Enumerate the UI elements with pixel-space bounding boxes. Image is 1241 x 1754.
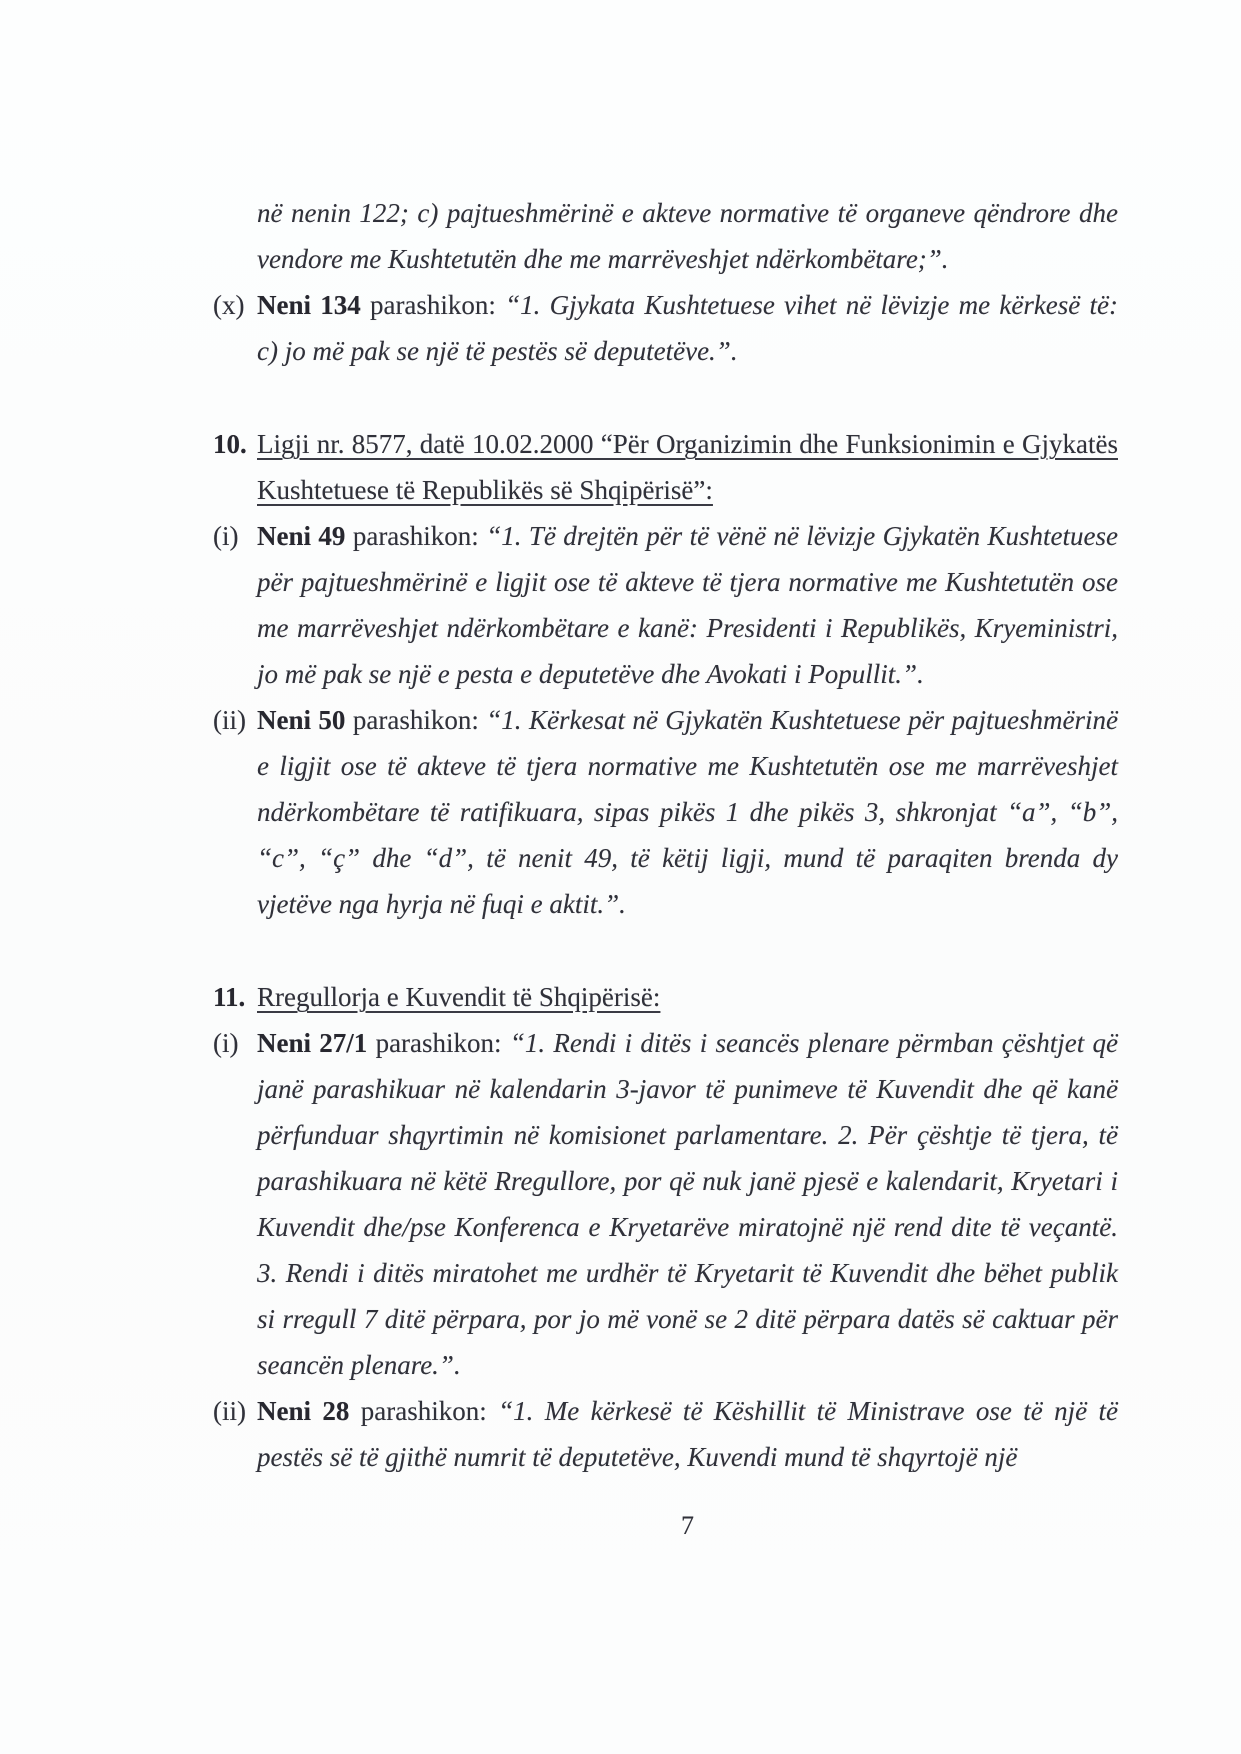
- item-x-label: (x): [213, 290, 245, 320]
- section-11-number: 11.: [213, 982, 246, 1012]
- item-11-i-verb: parashikon:: [367, 1028, 510, 1058]
- list-item-11-ii: [213, 1388, 1118, 1480]
- section-11-heading-paragraph: [257, 974, 1118, 1020]
- article-ref-neni-27-1: Neni 27/1: [257, 1028, 368, 1058]
- item-11-i-quote: “1. Rendi i ditës i seancës plenare përmban çështjet që janë parashikuar në kalendarin 3-javor të punimeve të Kuvendit dhe që kanë përfunduar shqyrtimin në komisionet parlamentare. 2. Për çështje të tjera, të parashikuara në këtë Rregullore, por që nuk janë pjesë e kalendarit, Kryetari i Kuvendit dhe/pse Konferenca e Kryetarëve miratojnë një rend dite të veçantë. 3. Rendi i ditës miratohet me urdhër të Kryetarit të Kuvendit dhe bëhet publik si rregull 7 ditë përpara, por jo më vonë se 2 ditë përpara datës së caktuar për seancën plenare.”.: [257, 1028, 1118, 1380]
- item-11-ii-paragraph: [257, 1388, 1118, 1480]
- page-number: 7: [681, 1511, 694, 1540]
- item-10-ii-label: (ii): [213, 705, 246, 735]
- section-10: [213, 421, 1118, 513]
- item-11-ii-quote: “1. Me kërkesë të Këshillit të Ministrave ose të një të pestës së të gjithë numrit të deputetëve, Kuvendi mund të shqyrtojë një: [257, 1396, 1118, 1472]
- article-ref-neni-49: Neni 49: [257, 521, 346, 551]
- item-11-ii-label: (ii): [213, 1396, 246, 1426]
- list-item-11-i: [213, 1020, 1118, 1388]
- item-10-i-label: (i): [213, 521, 239, 551]
- document-body: [213, 190, 1118, 1546]
- item-x-paragraph: [257, 282, 1118, 374]
- section-10-number: 10.: [213, 429, 247, 459]
- section-10-heading-paragraph: [257, 421, 1118, 513]
- item-10-i-paragraph: [257, 513, 1118, 697]
- article-ref-neni-28: Neni 28: [257, 1396, 350, 1426]
- item-x-quote: “1. Gjykata Kushtetuese vihet në lëvizje me kërkesë të: c) jo më pak se një të pestës së deputetëve.”.: [257, 290, 1118, 366]
- item-11-ii-verb: parashikon:: [349, 1396, 499, 1426]
- item-10-i-verb: parashikon:: [345, 521, 487, 551]
- list-item-x: [213, 282, 1118, 374]
- list-item-10-i: [213, 513, 1118, 697]
- item-11-i-paragraph: [257, 1020, 1118, 1388]
- list-item-10-ii: [213, 697, 1118, 927]
- item-10-ii-quote: “1. Kërkesat në Gjykatën Kushtetuese për pajtueshmërinë e ligjit ose të akteve të tjera normative me Kushtetutën ose me marrëveshjet ndërkombëtare të ratifikuara, sipas pikës 1 dhe pikës 3, shkronjat “a”, “b”, “c”, “ç” dhe “d”, të nenit 49, të këtij ligji, mund të paraqiten brenda dy vjetëve nga hyrja në fuqi e aktit.”.: [257, 705, 1118, 919]
- section-11-heading: Rregullorja e Kuvendit të Shqipërisë:: [257, 982, 661, 1012]
- item-10-ii-verb: parashikon:: [345, 705, 487, 735]
- paragraph-continuation: në nenin 122; c) pajtueshmërinë e akteve normative të organeve qëndrore dhe vendore me Kushtetutën dhe me marrëveshjet ndërkombëtare;”.: [257, 198, 1118, 274]
- item-10-i-quote: “1. Të drejtën për të vënë në lëvizje Gjykatën Kushtetuese për pajtueshmërinë e ligjit ose të akteve të tjera normative me Kushtetutën ose me marrëveshjet ndërkombëtare e kanë: Presidenti i Republikës, Kryeministri, jo më pak se një e pesta e deputetëve dhe Avokati i Popullit.”.: [257, 521, 1118, 689]
- article-ref-neni-134: Neni 134: [257, 290, 361, 320]
- item-10-ii-paragraph: [257, 697, 1118, 927]
- section-11: [213, 974, 1118, 1020]
- item-x-verb: parashikon:: [360, 290, 506, 320]
- article-ref-neni-50: Neni 50: [257, 705, 346, 735]
- section-10-heading: Ligji nr. 8577, datë 10.02.2000 “Për Organizimin dhe Funksionimin e Gjykatës Kushtetuese të Republikës së Shqipërisë”:: [257, 429, 1118, 505]
- item-11-i-label: (i): [213, 1028, 239, 1058]
